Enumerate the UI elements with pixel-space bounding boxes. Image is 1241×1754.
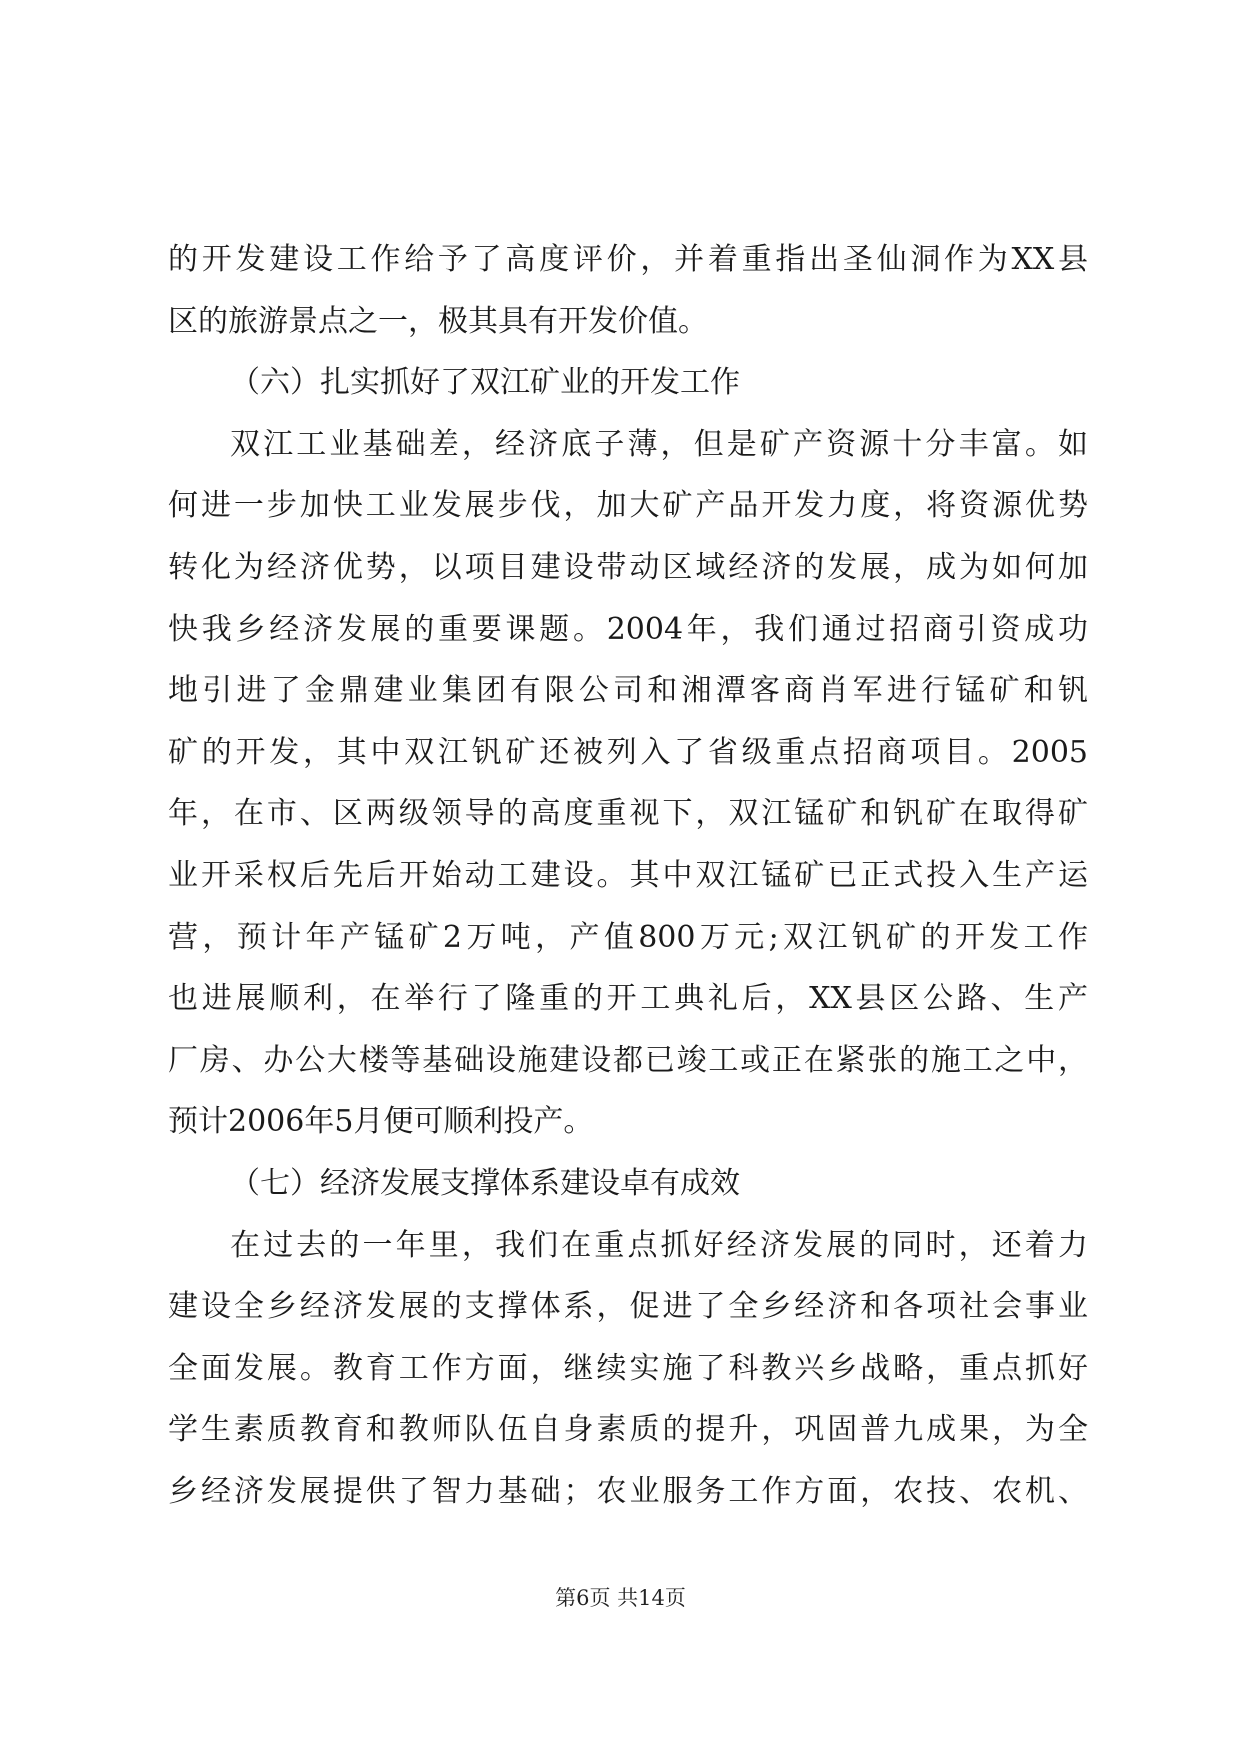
section-heading-6: （六）扎实抓好了双江矿业的开发工作 <box>230 365 740 401</box>
text-line-19: 全面发展。教育工作方面，继续实施了科教兴乡战略，重点抓好 <box>168 1350 1088 1386</box>
text-line-10: 年，在市、区两级领导的高度重视下，双江锰矿和钒矿在取得矿 <box>168 796 1088 832</box>
text-line-21: 乡经济发展提供了智力基础；农业服务工作方面，农技、农机、 <box>168 1473 1088 1509</box>
text-line-20: 学生素质教育和教师队伍自身素质的提升，巩固普九成果，为全 <box>168 1412 1088 1448</box>
text-line-15: 预计2006年5月便可顺利投产。 <box>168 1104 594 1140</box>
text-line-14: 厂房、办公大楼等基础设施建设都已竣工或正在紧张的施工之中， <box>168 1042 1088 1078</box>
text-line-8: 地引进了金鼎建业集团有限公司和湘潭客商肖军进行锰矿和钒 <box>168 673 1088 709</box>
text-line-6: 转化为经济优势，以项目建设带动区域经济的发展，成为如何加 <box>168 549 1088 585</box>
text-line-9: 矿的开发，其中双江钒矿还被列入了省级重点招商项目。2005 <box>168 734 1088 770</box>
document-body <box>168 229 1088 1522</box>
text-line-5: 何进一步加快工业发展步伐，加大矿产品开发力度，将资源优势 <box>168 488 1088 524</box>
text-line-7: 快我乡经济发展的重要课题。2004年，我们通过招商引资成功 <box>168 611 1088 647</box>
text-line-11: 业开采权后先后开始动工建设。其中双江锰矿已正式投入生产运 <box>168 857 1088 893</box>
page-number-footer: 第6页 共14页 <box>555 1586 686 1610</box>
text-line-12: 营，预计年产锰矿2万吨，产值800万元;双江钒矿的开发工作 <box>168 919 1088 955</box>
text-line-1: 的开发建设工作给予了高度评价，并着重指出圣仙洞作为XX县 <box>168 242 1088 277</box>
text-line-17: 在过去的一年里，我们在重点抓好经济发展的同时，还着力 <box>230 1227 1088 1263</box>
section-heading-7: （七）经济发展支撑体系建设卓有成效 <box>230 1165 740 1201</box>
text-line-4: 双江工业基础差，经济底子薄，但是矿产资源十分丰富。如 <box>230 426 1088 462</box>
text-line-13: 也进展顺利，在举行了隆重的开工典礼后，XX县区公路、生产 <box>168 981 1088 1017</box>
text-line-2: 区的旅游景点之一，极其具有开发价值。 <box>168 303 708 339</box>
text-line-18: 建设全乡经济发展的支撑体系，促进了全乡经济和各项社会事业 <box>168 1289 1088 1325</box>
